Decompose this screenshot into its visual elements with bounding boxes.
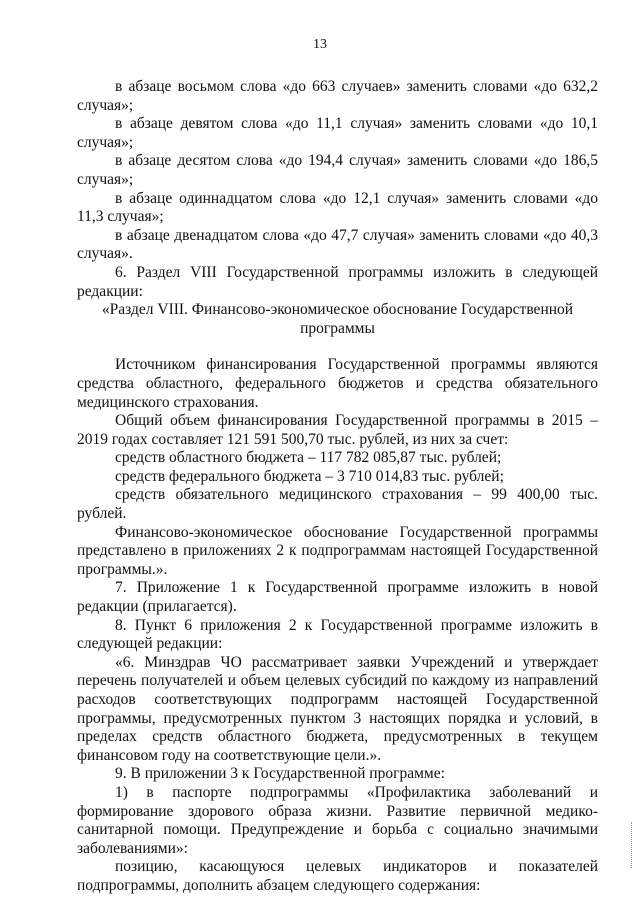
paragraph: 7. Приложение 1 к Государственной программе изложить в новой редакции (прилагается). xyxy=(77,579,598,616)
spacer xyxy=(77,338,598,356)
paragraph: «6. Минздрав ЧО рассматривает заявки Учреждений и утверждает перечень получателей и объем целевых субсидий по каждому из направлений расходов соответствующих подпрограмм настоящей Государственной программы, предусмотренных пунктом 3 настоящих порядка и условий, в пределах средств областного бюджета, предусмотренных в текущем финансовом году на соответствующие цели.». xyxy=(77,653,598,764)
page-number: 13 xyxy=(313,37,327,52)
paragraph: в абзаце двенадцатом слова «до 47,7 случая» заменить словами «до 40,3 случая». xyxy=(77,226,598,263)
paragraph: Финансово-экономическое обоснование Государственной программы представлено в приложениях 2 к подпрограммам настоящей Государственной программы.». xyxy=(77,523,598,578)
paragraph: 1) в паспорте подпрограммы «Профилактика заболеваний и формирование здорового образа жизни. Развитие первичной медико-санитарной помощи. Предупреждение и борьба с социально значимыми заболеваниями»: xyxy=(77,783,598,857)
paragraph: 6. Раздел VIII Государственной программы изложить в следующей редакции: xyxy=(77,263,598,300)
paragraph: Общий объем финансирования Государственной программы в 2015 – 2019 годах составляет 121 591 500,70 тыс. рублей, из них за счет: xyxy=(77,412,598,448)
section-heading: «Раздел VIII. Финансово-экономическое обоснование Государственной программы xyxy=(101,301,574,337)
paragraph: в абзаце девятом слова «до 11,1 случая» заменить словами «до 10,1 случая»; xyxy=(77,115,598,151)
paragraph: Источником финансирования Государственной программы являются средства областного, федерального бюджетов и средства обязательного медицинского страхования. xyxy=(77,356,598,411)
paragraph: в абзаце одиннадцатом слова «до 12,1 случая» заменить словами «до 11,3 случая»; xyxy=(77,189,598,226)
document-body xyxy=(77,78,598,896)
paragraph: средств областного бюджета – 117 782 085,87 тыс. рублей; xyxy=(115,449,502,467)
paragraph: средств обязательного медицинского страхования – 99 400,00 тыс. рублей. xyxy=(77,486,598,523)
paragraph: позицию, касающуюся целевых индикаторов и показателей подпрограммы, дополнить абзацем следующего содержания: xyxy=(77,858,598,894)
paragraph: в абзаце десятом слова «до 194,4 случая» заменить словами «до 186,5 случая»; xyxy=(77,152,598,188)
paragraph: средств федерального бюджета – 3 710 014,83 тыс. рублей; xyxy=(115,467,504,485)
paragraph: 9. В приложении 3 к Государственной программе: xyxy=(115,765,445,783)
scan-edge-mark xyxy=(631,822,634,868)
paragraph: 8. Пункт 6 приложения 2 к Государственной программе изложить в следующей редакции: xyxy=(77,616,598,653)
paragraph: в абзаце восьмом слова «до 663 случаев» заменить словами «до 632,2 случая»; xyxy=(77,78,598,114)
